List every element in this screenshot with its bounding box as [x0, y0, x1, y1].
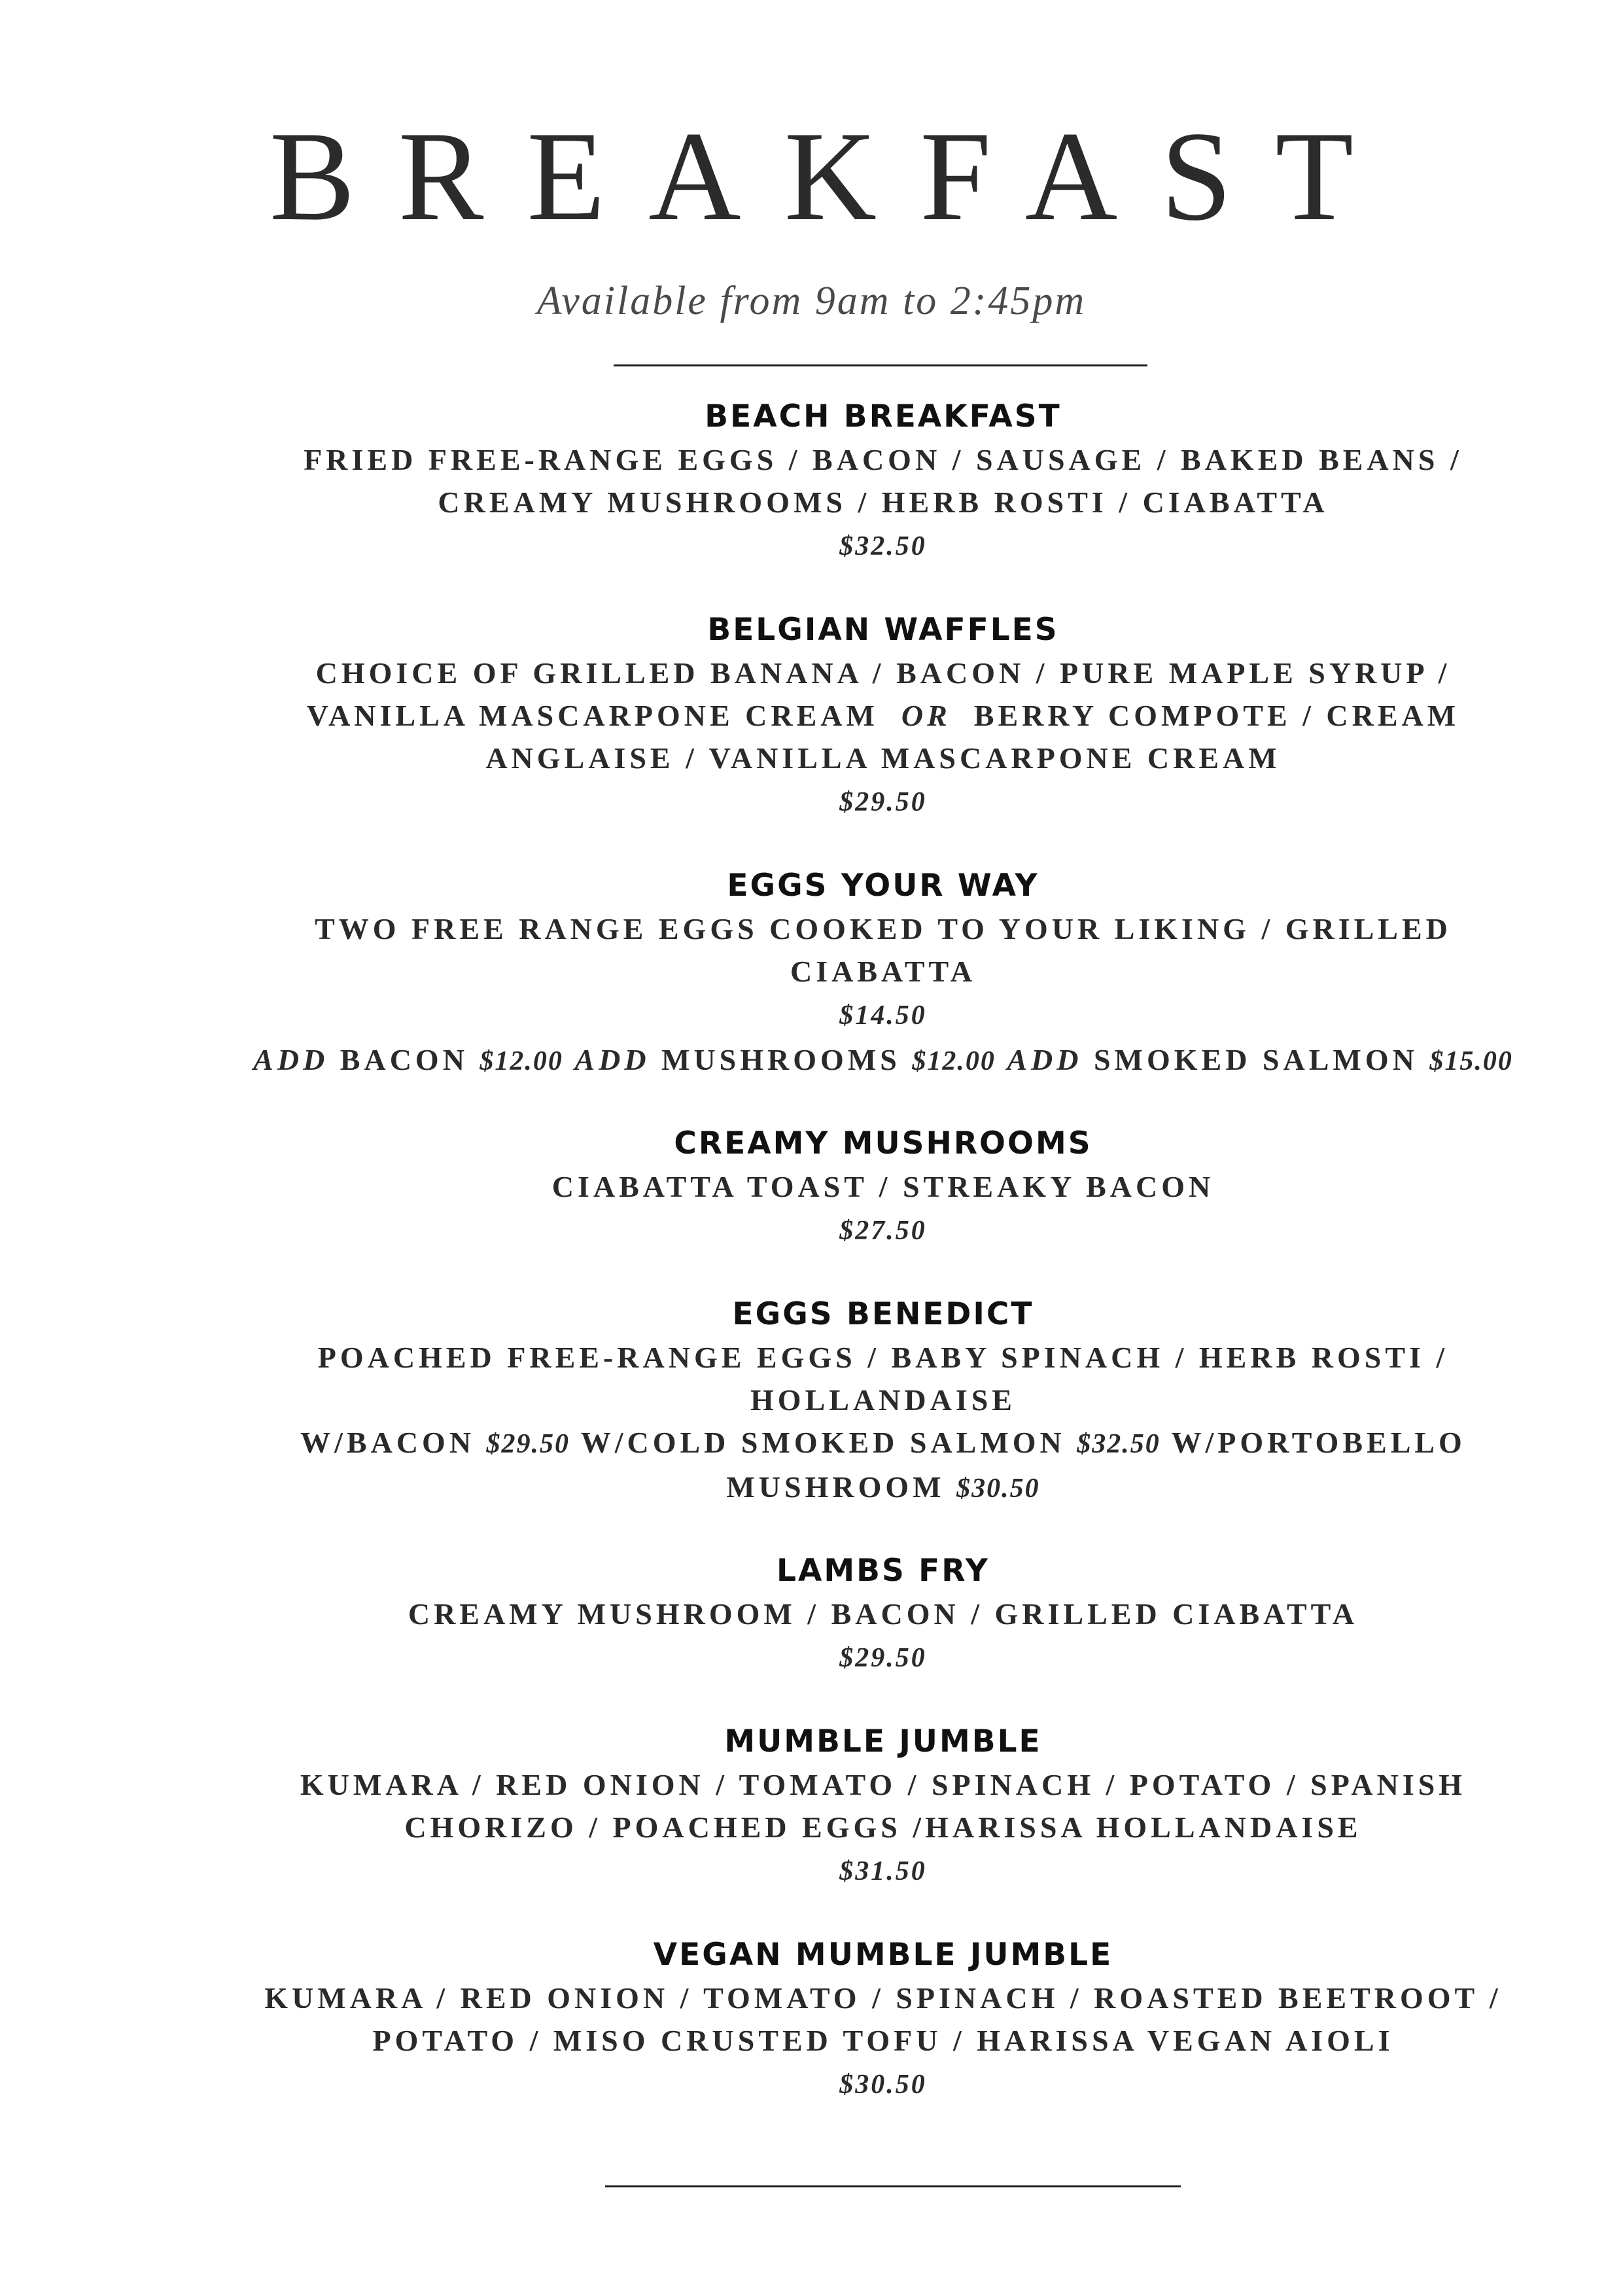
item-description-line: ANGLAISE / VANILLA MASCARPONE CREAM — [485, 741, 1281, 775]
addons-line — [196, 1038, 1570, 1083]
addon-label: ADD — [1007, 1043, 1083, 1076]
description-segment: BERRY COMPOTE / CREAM — [973, 699, 1460, 732]
menu-items — [196, 395, 1570, 2108]
addon-label: ADD — [253, 1043, 329, 1076]
item-description-line: CREAMY MUSHROOM / BACON / GRILLED CIABATTA — [408, 1597, 1359, 1631]
item-name: BELGIAN WAFFLES — [707, 612, 1059, 648]
item-name: MUMBLE JUMBLE — [724, 1723, 1042, 1759]
item-description-line: CIABATTA — [790, 955, 976, 988]
addon-label: ADD — [574, 1043, 650, 1076]
menu-item-beach-breakfast — [196, 395, 1570, 569]
item-description-line: KUMARA / RED ONION / TOMATO / SPINACH / POTATO / SPANISH — [300, 1768, 1467, 1801]
menu-item-vegan-mumble-jumble — [196, 1934, 1570, 2108]
options-line — [196, 1421, 1570, 1466]
item-description-line: TWO FREE RANGE EGGS COOKED TO YOUR LIKING / GRILLED — [315, 912, 1452, 945]
addon-item: BACON — [340, 1043, 468, 1076]
addon-price: $12.00 — [912, 1046, 996, 1076]
item-description-line: CHORIZO / POACHED EGGS /HARISSA HOLLANDAISE — [404, 1810, 1362, 1844]
item-price: $29.50 — [839, 787, 927, 817]
item-name: EGGS BENEDICT — [732, 1296, 1034, 1332]
item-description-line: CHOICE OF GRILLED BANANA / BACON / PURE MAPLE SYRUP / — [315, 656, 1451, 690]
item-name: LAMBS FRY — [777, 1553, 990, 1589]
menu-title: BREAKFAST — [269, 105, 1397, 247]
option-item: MUSHROOM — [726, 1470, 945, 1504]
addon-item: MUSHROOMS — [661, 1043, 901, 1076]
menu-item-lambs-fry — [196, 1549, 1570, 1681]
item-description-line: CREAMY MUSHROOMS / HERB ROSTI / CIABATTA — [438, 486, 1329, 519]
item-price: $14.50 — [839, 1000, 927, 1031]
option-price: $30.50 — [956, 1474, 1040, 1504]
item-price: $27.50 — [839, 1216, 927, 1246]
item-price: $31.50 — [839, 1856, 927, 1886]
item-price: $30.50 — [839, 2070, 927, 2100]
option-price: $32.50 — [1077, 1429, 1161, 1459]
option-item: W/PORTOBELLO — [1171, 1426, 1466, 1459]
item-name: CREAMY MUSHROOMS — [674, 1125, 1092, 1161]
menu-item-creamy-mushrooms — [196, 1122, 1570, 1254]
item-description-line — [196, 694, 1570, 737]
addon-item: SMOKED SALMON — [1093, 1043, 1418, 1076]
item-description-line: CIABATTA TOAST / STREAKY BACON — [551, 1170, 1215, 1203]
bottom-divider — [605, 2185, 1181, 2187]
item-price: $29.50 — [839, 1643, 927, 1673]
menu-item-belgian-waffles — [196, 609, 1570, 825]
menu-item-mumble-jumble — [196, 1720, 1570, 1894]
addon-price: $12.00 — [480, 1046, 563, 1076]
item-name: VEGAN MUMBLE JUMBLE — [653, 1937, 1113, 1973]
item-description-line: HOLLANDAISE — [750, 1383, 1016, 1417]
item-description-line: POACHED FREE-RANGE EGGS / BABY SPINACH / HERB ROSTI / — [317, 1341, 1449, 1374]
item-description-line: POTATO / MISO CRUSTED TOFU / HARISSA VEGAN AIOLI — [372, 2024, 1394, 2057]
menu-item-eggs-your-way — [196, 864, 1570, 1083]
item-price: $32.50 — [839, 531, 927, 561]
menu-item-eggs-benedict — [196, 1293, 1570, 1510]
item-description-line: KUMARA / RED ONION / TOMATO / SPINACH / ROASTED BEETROOT / — [264, 1981, 1502, 2015]
addon-price: $15.00 — [1429, 1046, 1513, 1076]
item-name: EGGS YOUR WAY — [727, 868, 1039, 904]
option-item: W/COLD SMOKED SALMON — [580, 1426, 1066, 1459]
options-line — [196, 1466, 1570, 1510]
item-description-line: FRIED FREE-RANGE EGGS / BACON / SAUSAGE / BAKED BEANS / — [304, 443, 1463, 476]
option-item: W/BACON — [300, 1426, 476, 1459]
top-divider — [614, 364, 1147, 366]
option-price: $29.50 — [486, 1429, 570, 1459]
item-name: BEACH BREAKFAST — [705, 398, 1062, 434]
description-segment: VANILLA MASCARPONE CREAM — [306, 699, 879, 732]
availability-subtitle: Available from 9am to 2:45pm — [536, 279, 1087, 323]
or-connector: OR — [901, 699, 951, 732]
